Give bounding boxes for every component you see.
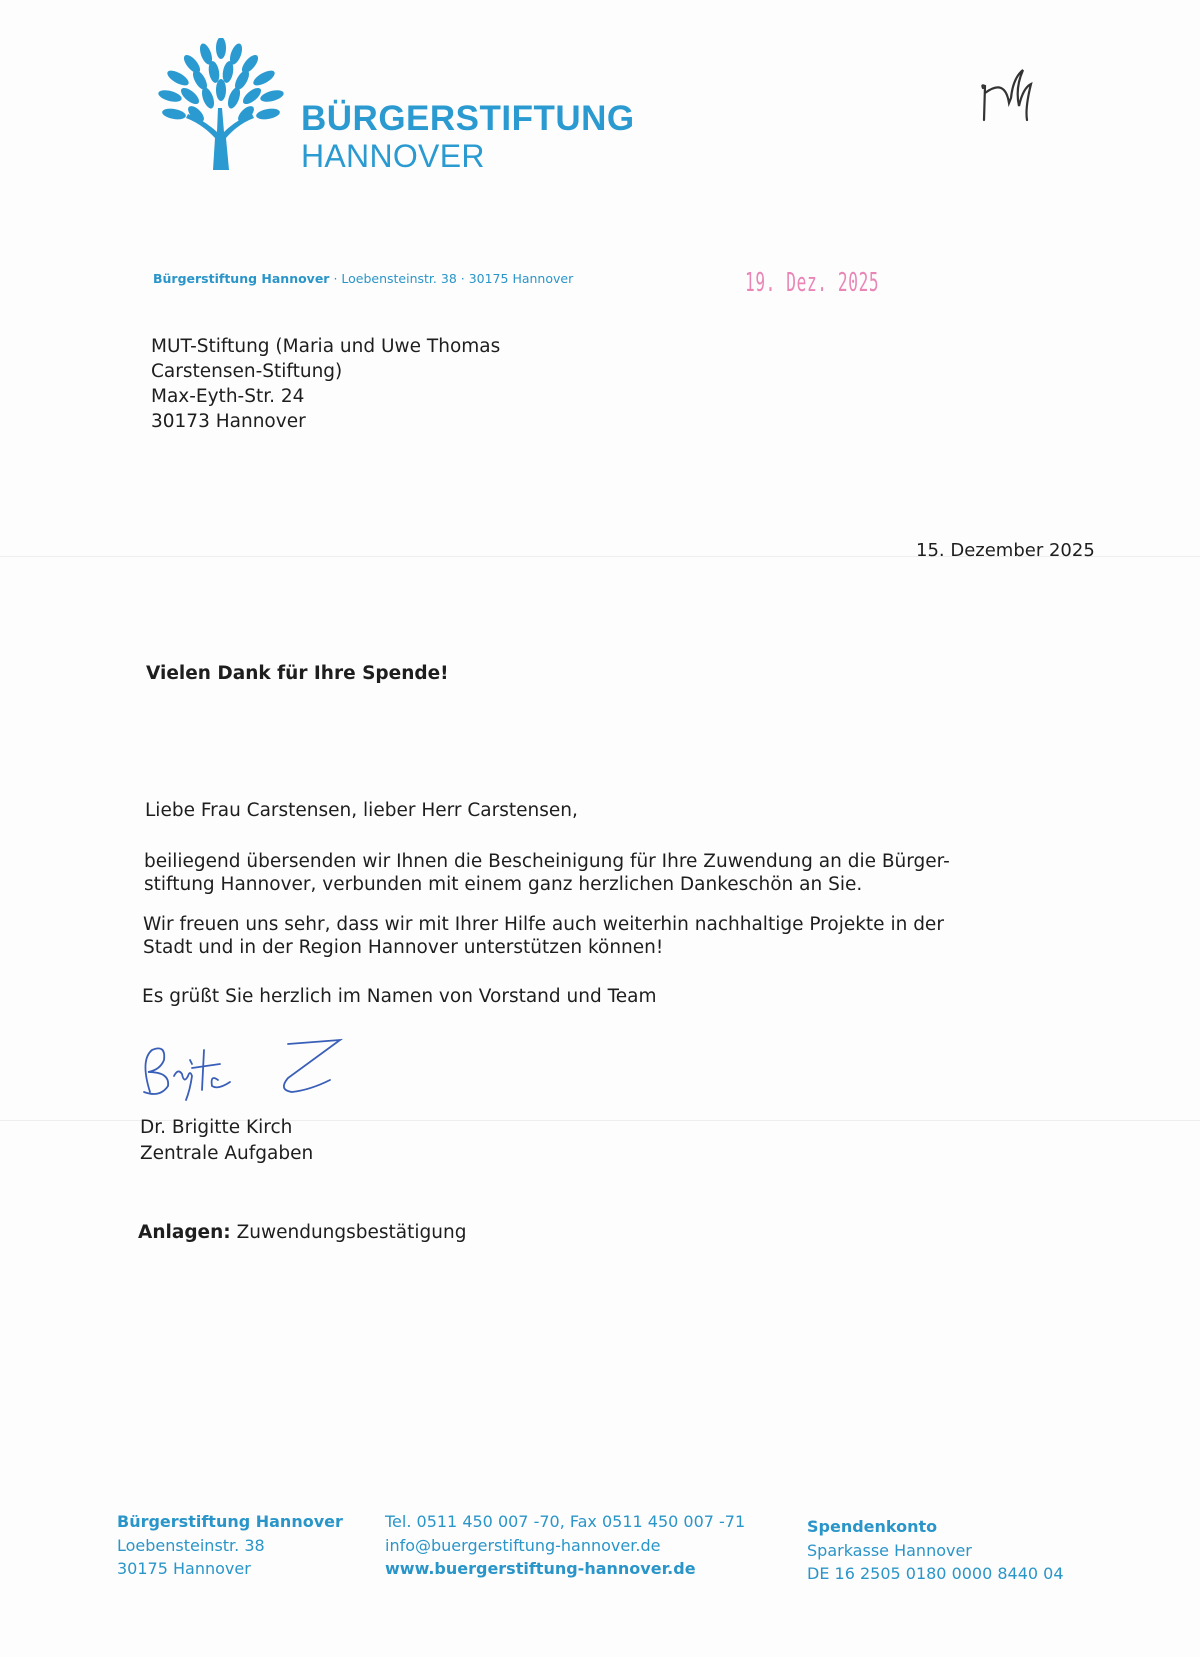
paragraph-line: Stadt und in der Region Hannover unterstützen können! [143, 937, 664, 958]
footer-bank-name: Sparkasse Hannover [807, 1540, 972, 1560]
recipient-line: MUT-Stiftung (Maria und Uwe Thomas [151, 336, 501, 357]
recipient-address [151, 334, 500, 434]
letter-subject: Vielen Dank für Ihre Spende! [146, 663, 449, 684]
signer-block [140, 1115, 313, 1167]
separator: · [329, 271, 342, 286]
footer-street: Loebensteinstr. 38 [117, 1535, 265, 1555]
footer-bank-heading: Spendenkonto [807, 1517, 938, 1536]
tree-logo-icon [158, 38, 284, 170]
closing-line: Es grüßt Sie herzlich im Namen von Vorstand und Team [142, 986, 657, 1007]
handwritten-initials-icon [975, 58, 1045, 138]
sender-address-line [153, 271, 573, 286]
attachments-line [138, 1222, 466, 1243]
sender-city: 30175 Hannover [468, 271, 574, 286]
footer-org: Bürgerstiftung Hannover [117, 1512, 343, 1531]
wordmark-line-1: BÜRGERSTIFTUNG [301, 99, 635, 138]
recipient-line: Max-Eyth-Str. 24 [151, 386, 305, 407]
footer-email[interactable]: info@buergerstiftung-hannover.de [385, 1535, 661, 1555]
footer-contact [385, 1510, 745, 1581]
body-paragraph-2 [143, 913, 1023, 959]
handwritten-signature-icon [130, 1030, 360, 1110]
paragraph-line: Wir freuen uns sehr, dass wir mit Ihrer Hilfe auch weiterhin nachhaltige Projekte in der [143, 914, 944, 935]
recipient-line: Carstensen-Stiftung) [151, 361, 343, 382]
footer-city: 30175 Hannover [117, 1559, 251, 1578]
letter-date: 15. Dezember 2025 [916, 540, 1095, 561]
organization-wordmark [301, 100, 635, 174]
sender-street: Loebensteinstr. 38 [341, 271, 457, 286]
paragraph-line: stiftung Hannover, verbunden mit einem ganz herzlichen Dankeschön an Sie. [144, 874, 863, 895]
recipient-line: 30173 Hannover [151, 411, 306, 432]
separator: · [456, 271, 469, 286]
footer-iban: DE 16 2505 0180 0000 8440 04 [807, 1564, 1064, 1583]
footer-website[interactable]: www.buergerstiftung-hannover.de [385, 1559, 696, 1578]
salutation: Liebe Frau Carstensen, lieber Herr Carstensen, [145, 800, 578, 821]
footer-bank-account [807, 1515, 1064, 1586]
received-date-stamp: 19. Dez. 2025 [745, 268, 880, 298]
signer-title: Zentrale Aufgaben [140, 1143, 314, 1164]
wordmark-line-2: HANNOVER [301, 138, 485, 174]
footer-phone: Tel. 0511 450 007 -70, Fax 0511 450 007 -71 [385, 1512, 746, 1531]
sender-org: Bürgerstiftung Hannover [153, 271, 330, 286]
body-paragraph-1 [144, 850, 1024, 896]
paragraph-line: beiliegend übersenden wir Ihnen die Bescheinigung für Ihre Zuwendung an die Bürger- [144, 851, 950, 872]
footer-address [117, 1510, 343, 1581]
attachments-value: Zuwendungsbestätigung [236, 1222, 467, 1243]
signer-name: Dr. Brigitte Kirch [140, 1117, 293, 1138]
attachments-label: Anlagen: [138, 1222, 231, 1243]
